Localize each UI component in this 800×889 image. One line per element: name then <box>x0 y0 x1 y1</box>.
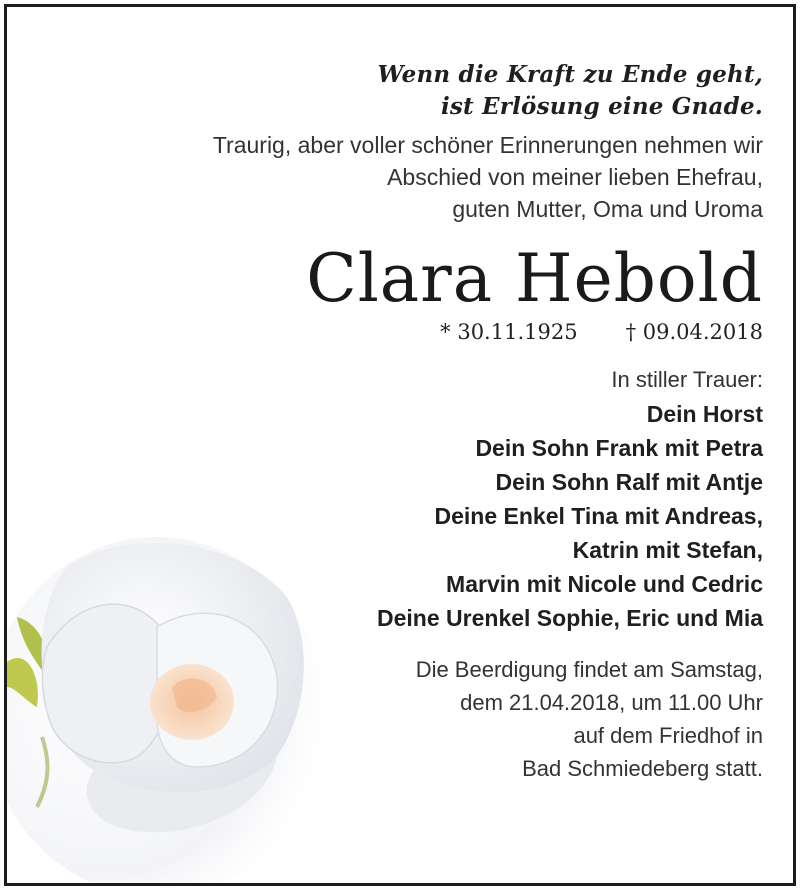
family-member: Deine Enkel Tina mit Andreas, <box>434 503 763 529</box>
motto-line: Wenn die Kraft zu Ende geht, <box>377 61 763 88</box>
obituary-text <box>43 59 763 785</box>
birth-date: * 30.11.1925 <box>440 320 578 344</box>
family-member: Dein Sohn Ralf mit Antje <box>495 469 763 495</box>
funeral-line: Bad Schmiedeberg statt. <box>522 756 763 781</box>
motto <box>43 59 763 123</box>
family-member: Dein Sohn Frank mit Petra <box>475 435 763 461</box>
life-dates <box>43 317 763 347</box>
intro-line: Traurig, aber voller schöner Erinnerungen nehmen wir <box>212 132 763 158</box>
family-member: Deine Urenkel Sophie, Eric und Mia <box>377 605 763 631</box>
motto-line: ist Erlösung eine Gnade. <box>440 93 763 120</box>
funeral-line: dem 21.04.2018, um 11.00 Uhr <box>460 690 763 715</box>
intro-line: guten Mutter, Oma und Uroma <box>452 196 763 222</box>
funeral-line: auf dem Friedhof in <box>573 723 763 748</box>
family-member: Marvin mit Nicole und Cedric <box>446 571 763 597</box>
family-member: Katrin mit Stefan, <box>572 537 763 563</box>
mourning-label: In stiller Trauer: <box>611 367 763 392</box>
family-list <box>43 397 763 635</box>
deceased-name: Clara Hebold <box>306 240 763 317</box>
family-member: Dein Horst <box>646 401 763 427</box>
intro-line: Abschied von meiner lieben Ehefrau, <box>387 164 763 190</box>
intro-text <box>43 129 763 225</box>
funeral-line: Die Beerdigung findet am Samstag, <box>415 657 763 682</box>
death-date: † 09.04.2018 <box>625 320 763 344</box>
obituary-card <box>4 4 796 886</box>
funeral-info <box>43 653 763 785</box>
